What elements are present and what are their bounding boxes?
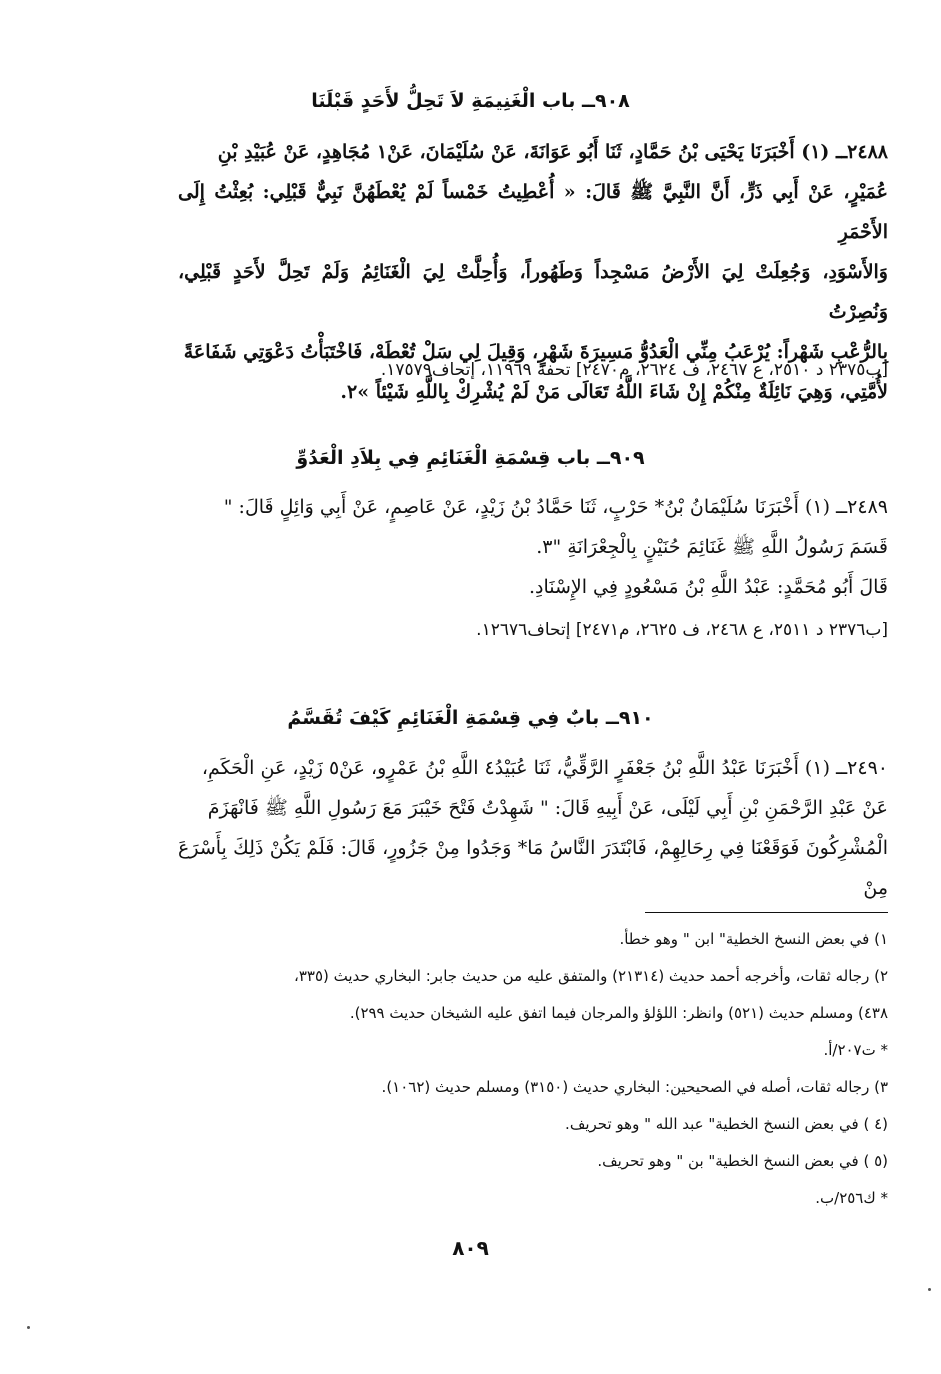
hadith-line: الْمُشْرِكُونَ فَوَقَعْنَا فِي رِحَالِهِمْ، فَابْتَدَرَ النَّاسُ مَا* وَجَدُوا مِنْ جَزُورٍ، قَالَ: فَلَمْ يَكُنْ ذَلِكَ بِأَسْرَعَ مِنْ (178, 837, 888, 899)
page-number: ٨٠٩ (452, 1236, 489, 1260)
hadith-line: ٢٤٨٨ــ (١) أَخْبَرَنَا يَحْيَى بْنُ حَمَّادٍ، ثَنَا أَبُو عَوَانَةَ، عَنْ سُلَيْمَانَ، عَنْ١ مُجَاهِدٍ، عَنْ عُبَيْدِ بْنِ (217, 141, 888, 163)
footnote-3: ٣) رجاله ثقات، أصله في الصحيحين: البخاري حديث (٣١٥٠) ومسلم حديث (١٠٦٢). (381, 1078, 888, 1096)
hadith-line: عُمَيْرٍ، عَنْ أَبِي ذَرٍّ، أَنَّ النَّبِيَّ ﷺ قَالَ: « أُعْطِيتُ خَمْساً لَمْ يُعْطَهُنَّ نَبِيٌّ قَبْلِي: بُعِثْتُ إِلَى الأَحْمَرِ (178, 181, 888, 243)
hadith-line: لأُمَّتِي، وَهِيَ نَائِلَةٌ مِنْكُمْ إِنْ شَاءَ اللَّهُ تَعَالَى مَنْ لَمْ يُشْرِكْ بِاللَّهِ شَيْئاً »٢. (340, 381, 888, 403)
footnote-marker-k256: * ك٢٥٦/ب. (815, 1189, 888, 1207)
footnote-5: (٥ ) في بعض النسخ الخطية" بن " وهو تحريف. (597, 1152, 888, 1170)
footnote-divider (645, 912, 888, 913)
section-heading-908: ٩٠٨ــ باب الْغَنِيمَةِ لاَ تَحِلُّ لأَحَدٍ قَبْلَنَا (311, 90, 630, 112)
hadith-line: قَسَمَ رَسُولُ اللَّهِ ﷺ غَنَائِمَ حُنَيْنٍ بِالْجِعْرَانَةِ "٣. (536, 536, 888, 558)
hadith-line: بِالرُّعْبِ شَهْراً: يُرْعَبُ مِنِّي الْعَدُوُّ مَسِيرَةَ شَهْرٍ، وَقِيلَ لِي سَلْ تُعْطَهْ، فَاخْتَبَأْتُ دَعْوَتِي شَفَاعَةً (183, 341, 888, 363)
hadith-line: ٢٤٩٠ــ (١) أَخْبَرَنَا عَبْدُ اللَّهِ بْنُ جَعْفَرٍ الرَّقِّيُّ، ثَنَا عُبَيْدُ٤ اللَّهِ بْنُ عَمْرٍو، عَنْ٥ زَيْدٍ، عَنِ الْحَكَمِ، (201, 757, 888, 779)
footnote-2: ٢) رجاله ثقات، وأخرجه أحمد حديث (٢١٣١٤) والمتفق عليه من حديث جابر: البخاري حديث (٣٣٥، (293, 967, 888, 985)
scan-speck (928, 1288, 931, 1291)
section-heading-910: ٩١٠ــ بابٌ فِي قِسْمَةِ الْغَنَائِمِ كَيْفَ تُقَسَّمُ (287, 707, 654, 729)
reference-2488: [ب٢٣٧٥ د ٢٥١٠، ع ٢٤٦٧، ف ٢٦٢٤، م٢٤٧٠] تحفة ١١٩٦٩، إتحاف١٧٥٧٩. (380, 360, 888, 380)
hadith-line: عَنْ عَبْدِ الرَّحْمَنِ بْنِ أَبِي لَيْلَى، عَنْ أَبِيهِ قَالَ: " شَهِدْتُ فَتْحَ خَيْبَرَ مَعَ رَسُولِ اللَّهِ ﷺ فَانْهَزَمَ (207, 797, 888, 819)
footnote-2-continued: ٤٣٨) ومسلم حديث (٥٢١) وانظر: اللؤلؤ والمرجان فيما اتفق عليه الشيخان حديث ٢٩٩). (349, 1004, 888, 1022)
hadith-2489 (178, 487, 888, 607)
section-heading-909: ٩٠٩ــ باب قِسْمَةِ الْغَنَائِمِ فِي بِلاَدِ الْعَدُوِّ (296, 447, 645, 469)
hadith-2490 (178, 748, 888, 908)
hadith-line: وَالأَسْوَدِ، وَجُعِلَتْ لِيَ الأَرْضُ مَسْجِداً وَطَهُوراً، وَأُحِلَّتْ لِيَ الْغَنَائِمُ وَلَمْ تَحِلَّ لأَحَدٍ قَبْلِي، وَنُصِرْتُ (178, 261, 888, 323)
hadith-line: ٢٤٨٩ــ (١) أَخْبَرَنَا سُلَيْمَانُ بْنُ* حَرْبٍ، ثَنَا حَمَّادُ بْنُ زَيْدٍ، عَنْ عَاصِمٍ، عَنْ أَبِي وَائِلٍ قَالَ: " (223, 496, 888, 518)
hadith-note: قَالَ أَبُو مُحَمَّدٍ: عَبْدُ اللَّهِ بْنُ مَسْعُودٍ فِي الإِسْنَادِ. (528, 576, 888, 598)
scan-speck (27, 1326, 30, 1329)
footnote-1: ١) في بعض النسخ الخطية" ابن " وهو خطأ. (619, 930, 888, 948)
footnote-4: (٤ ) في بعض النسخ الخطية" عبد الله " وهو تحريف. (565, 1115, 888, 1133)
reference-2489: [ب٢٣٧٦ د ٢٥١١، ع ٢٤٦٨، ف ٢٦٢٥، م٢٤٧١] إتحاف١٢٦٧٦. (476, 620, 888, 640)
footnote-marker-t207: * ت٢٠٧/أ. (823, 1041, 888, 1059)
